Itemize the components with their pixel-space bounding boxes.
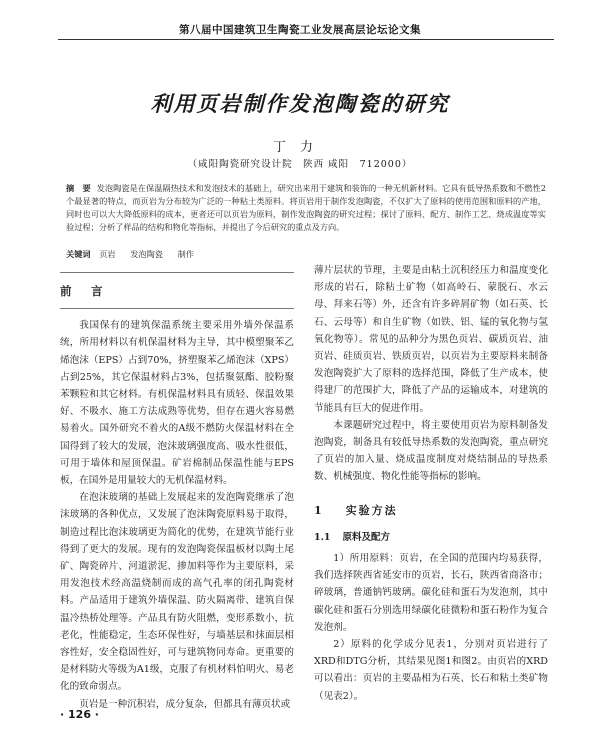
- keywords: [66, 249, 546, 260]
- right-column: [314, 262, 548, 705]
- running-head: 第八届中国建筑卫生陶瓷工业发展高层论坛论文集: [179, 24, 421, 36]
- section-title: 实验方法: [345, 503, 398, 517]
- keyword: 发泡陶瓷: [130, 249, 163, 259]
- abstract-label: 摘 要: [66, 183, 91, 193]
- subsection-heading-1-1: [314, 529, 548, 546]
- body-paragraph: 本课题研究过程中，将主要使用页岩为原料制备发泡陶瓷，制备具有较低导热系数的发泡陶瓷，重点研究了页岩的加入量、烧成温度制度对烧结制品的导热系数、机械强度、物化性能等指标的影响。: [314, 419, 548, 483]
- author: 丁力: [272, 140, 327, 155]
- body-paragraph: 薄片层状的节理，主要是由粘土沉积经压力和温度变化形成的岩石，除粘土矿物（如高岭石、蒙脱石、水云母、拜来石等）外，还含有许多碎屑矿物（如石英、长石、云母等）和自生矿物（如铁、铝、锰的氧化物与氢氧化物等）。常见的品种分为黑色页岩、碳质页岩、油页岩、硅质页岩、铁质页岩，以页岩为主要原料来制备发泡陶瓷扩大了原料的选择范围，降低了生产成本，使得建厂的范围扩大，降低了产品的运输成本，对建筑的节能具有巨大的促进作用。: [314, 265, 548, 414]
- keywords-label: 关键词: [66, 249, 91, 259]
- header-rule: [58, 39, 554, 40]
- body-paragraph: 2）原料的化学成分见表1，分别对页岩进行了XRD和DTG分析，其结果见图1和图2。由页岩的XRD可以看出：页岩的主要晶相为石英、长石和粘土类矿物（见表2）。: [314, 639, 548, 702]
- abstract-text: 发泡陶瓷是在保温隔热技术和发泡技术的基础上，研究出来用于建筑和装饰的一种无机新材料。它具有低导热系数和不燃性2个最显著的特点，而页岩为分布较为广泛的一种粘土类原料。将页岩用于制作发泡陶瓷，不仅扩大了原料的使用范围和原料的产地，同时也可以大大降低原料的成本，更者还可以页岩为原料，制作发泡陶瓷的研究过程；探讨了原料、配方、制作工艺、烧成温度等实验过程；分析了样品的结构和物化等指标，并提出了今后研究的重点及方向。: [66, 183, 546, 232]
- affiliation: （咸阳陶瓷研究设计院 陕西 咸阳 712000）: [187, 159, 413, 170]
- keyword: 制作: [177, 249, 194, 259]
- body-paragraph: 在泡沫玻璃的基础上发展起来的发泡陶瓷继承了泡沫玻璃的各种优点，又发展了泡沫陶瓷原料易于取得，制造过程比泡沫玻璃更为简化的优势，在建筑节能行业得到了更大的发展。现有的发泡陶瓷保温板材以陶土尾矿、陶瓷碎片、河道淤泥、掺加料等作为主要原料，采用发泡技术经高温烧制而成的高气孔率的闭孔陶瓷材料。产品适用于建筑外墙保温、防火隔离带、建筑自保温冷热桥处理等。产品具有防火阻燃，变形系数小，抗老化，性能稳定，生态环保性好，与墙基层和抹面层相容性好，安全稳固性好，可与建筑物同寿命。更重要的是材料防火等级为A1级，克服了有机材料怕明火、易老化的致命弱点。: [60, 492, 294, 693]
- section-heading-1: [314, 502, 548, 519]
- left-column: [60, 262, 294, 713]
- section-box-top-rule: [60, 272, 294, 283]
- subsection-title: 原料及配方: [342, 531, 391, 543]
- body-paragraph: 1）所用原料：页岩，在全国的范围内均易获得，我们选择陕西省延安市的页岩，长石，陕西省商洛市；碎玻璃，普通钠钙玻璃。碳化硅和蛋石为发泡剂，其中碳化硅和蛋石分别选用绿碳化硅微粉和蛋石粉作为复合发泡剂。: [314, 553, 548, 633]
- paper-title: 利用页岩制作发泡陶瓷的研究: [150, 92, 450, 116]
- page-number: · 126 ·: [60, 708, 99, 721]
- section-number: 1: [314, 503, 324, 517]
- body-paragraph: 页岩是一种沉积岩，成分复杂，但都具有薄页状或: [79, 698, 291, 710]
- section-heading-preface: 前 言: [60, 284, 107, 298]
- body-paragraph: 我国保有的建筑保温系统主要采用外墙外保温系统，所用材料以有机保温材料为主导，其中模塑聚苯乙烯泡沫（EPS）占到70%，挤塑聚苯乙烯泡沫（XPS）占到25%，其它保温材料占3%，包括聚氨酯、胶粉聚苯颗粒和其它材料。有机保温材料具有质轻、保温效果好、不吸水、施工方法成熟等优势，但存在遇火容易燃易着火。国外研究不着火的A级不燃防火保温材料在全国得到了较大的发展，泡沫玻璃强度高、吸水性很低，可用于墙体和屋顶保温。矿岩棉制品保温性能与EPS板，在国外是用量较大的无机保温材料。: [60, 320, 294, 487]
- keyword: 页岩: [99, 249, 116, 259]
- abstract: [66, 182, 546, 234]
- subsection-number: 1.1: [314, 531, 331, 543]
- section-box-bottom-rule: [60, 308, 294, 309]
